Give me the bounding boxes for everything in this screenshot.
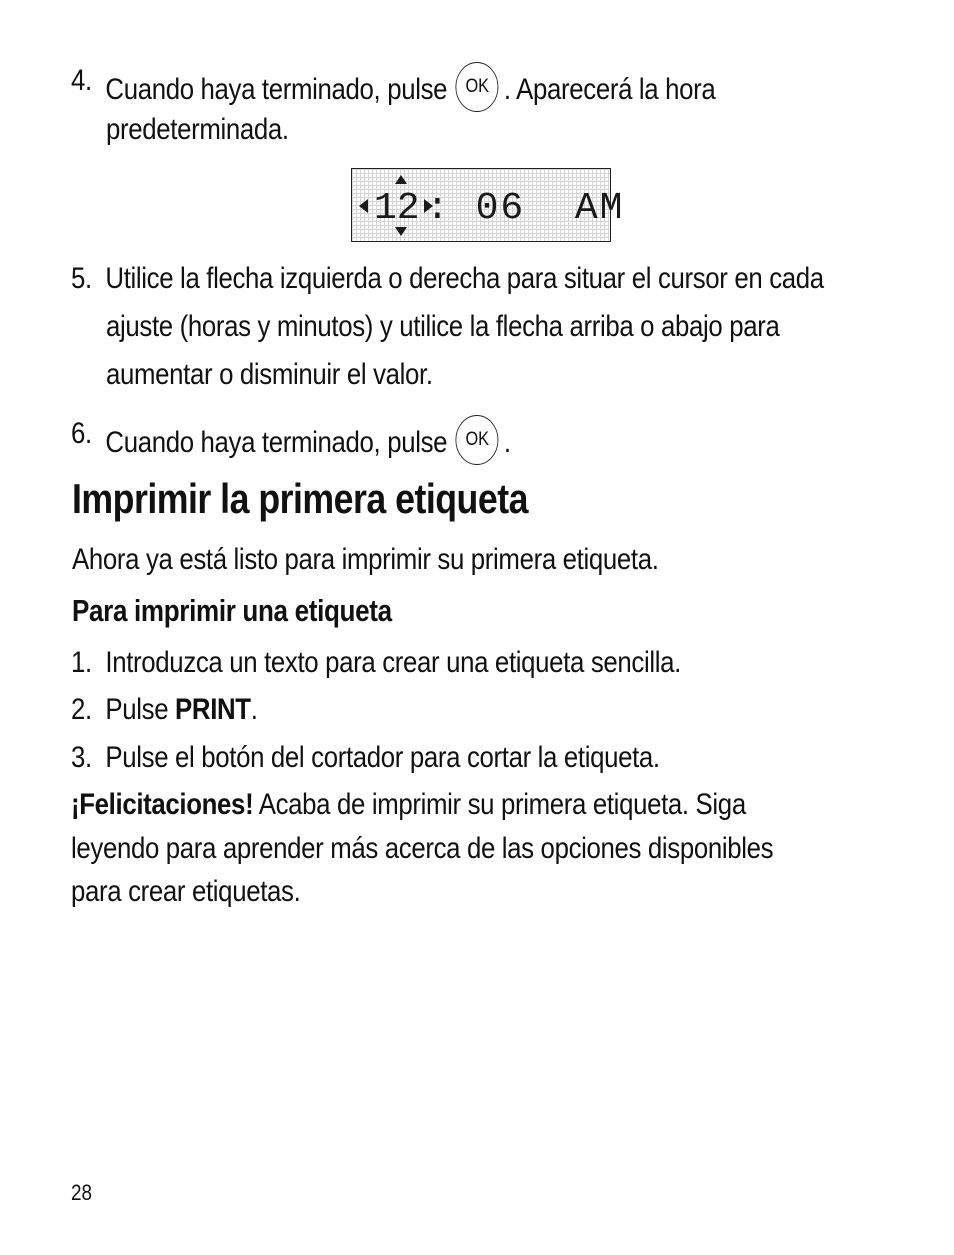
step-number: 3. bbox=[71, 741, 92, 774]
step-text: Cuando haya terminado, pulse bbox=[105, 72, 448, 106]
step-text: Pulse bbox=[105, 693, 176, 726]
section-title: Imprimir la primera etiqueta bbox=[72, 475, 528, 522]
arrow-left-icon bbox=[359, 199, 368, 213]
lcd-display bbox=[351, 168, 625, 242]
step-text: . bbox=[503, 425, 511, 459]
step-number: 1. bbox=[71, 646, 92, 679]
print-key-label: PRINT bbox=[175, 693, 251, 726]
step-number: 6. bbox=[71, 417, 92, 450]
arrow-up-icon bbox=[395, 175, 407, 184]
step-5-line-3: aumentar o disminuir el valor. bbox=[106, 358, 433, 391]
step-5-line-2: ajuste (horas y minutos) y utilice la flecha arriba o abajo para bbox=[106, 310, 780, 343]
step-text: Cuando haya terminado, pulse bbox=[105, 425, 448, 459]
step-text: Introduzca un texto para crear una etiqueta sencilla. bbox=[105, 646, 681, 679]
page-number: 28 bbox=[71, 1180, 93, 1205]
ok-button-icon: OK bbox=[456, 415, 499, 465]
congrats-text: Acaba de imprimir su primera etiqueta. Siga bbox=[253, 788, 746, 821]
congrats-bold: ¡Felicitaciones! bbox=[71, 788, 254, 821]
congrats-line-3: para crear etiquetas. bbox=[71, 875, 301, 908]
step-text: . bbox=[250, 693, 258, 726]
congrats-line-1 bbox=[71, 790, 746, 820]
step-text: Pulse el botón del cortador para cortar la etiqueta. bbox=[105, 741, 660, 774]
step-number: 2. bbox=[71, 693, 92, 726]
step-number: 4. bbox=[71, 64, 92, 97]
congrats-line-2: leyendo para aprender más acerca de las opciones disponibles bbox=[71, 832, 774, 865]
subsection-title: Para imprimir una etiqueta bbox=[72, 593, 392, 628]
section-intro: Ahora ya está listo para imprimir su primera etiqueta. bbox=[72, 543, 659, 576]
ok-button-icon: OK bbox=[456, 62, 499, 112]
step-4-line-2: predeterminada. bbox=[106, 113, 289, 146]
step-text: . Aparecerá la hora bbox=[503, 72, 716, 106]
step-number: 5. bbox=[71, 262, 92, 295]
lcd-time: : 06 AM bbox=[426, 187, 625, 230]
lcd-hour: 12 bbox=[374, 187, 420, 230]
step-text: Utilice la flecha izquierda o derecha para situar el cursor en cada bbox=[105, 262, 824, 295]
